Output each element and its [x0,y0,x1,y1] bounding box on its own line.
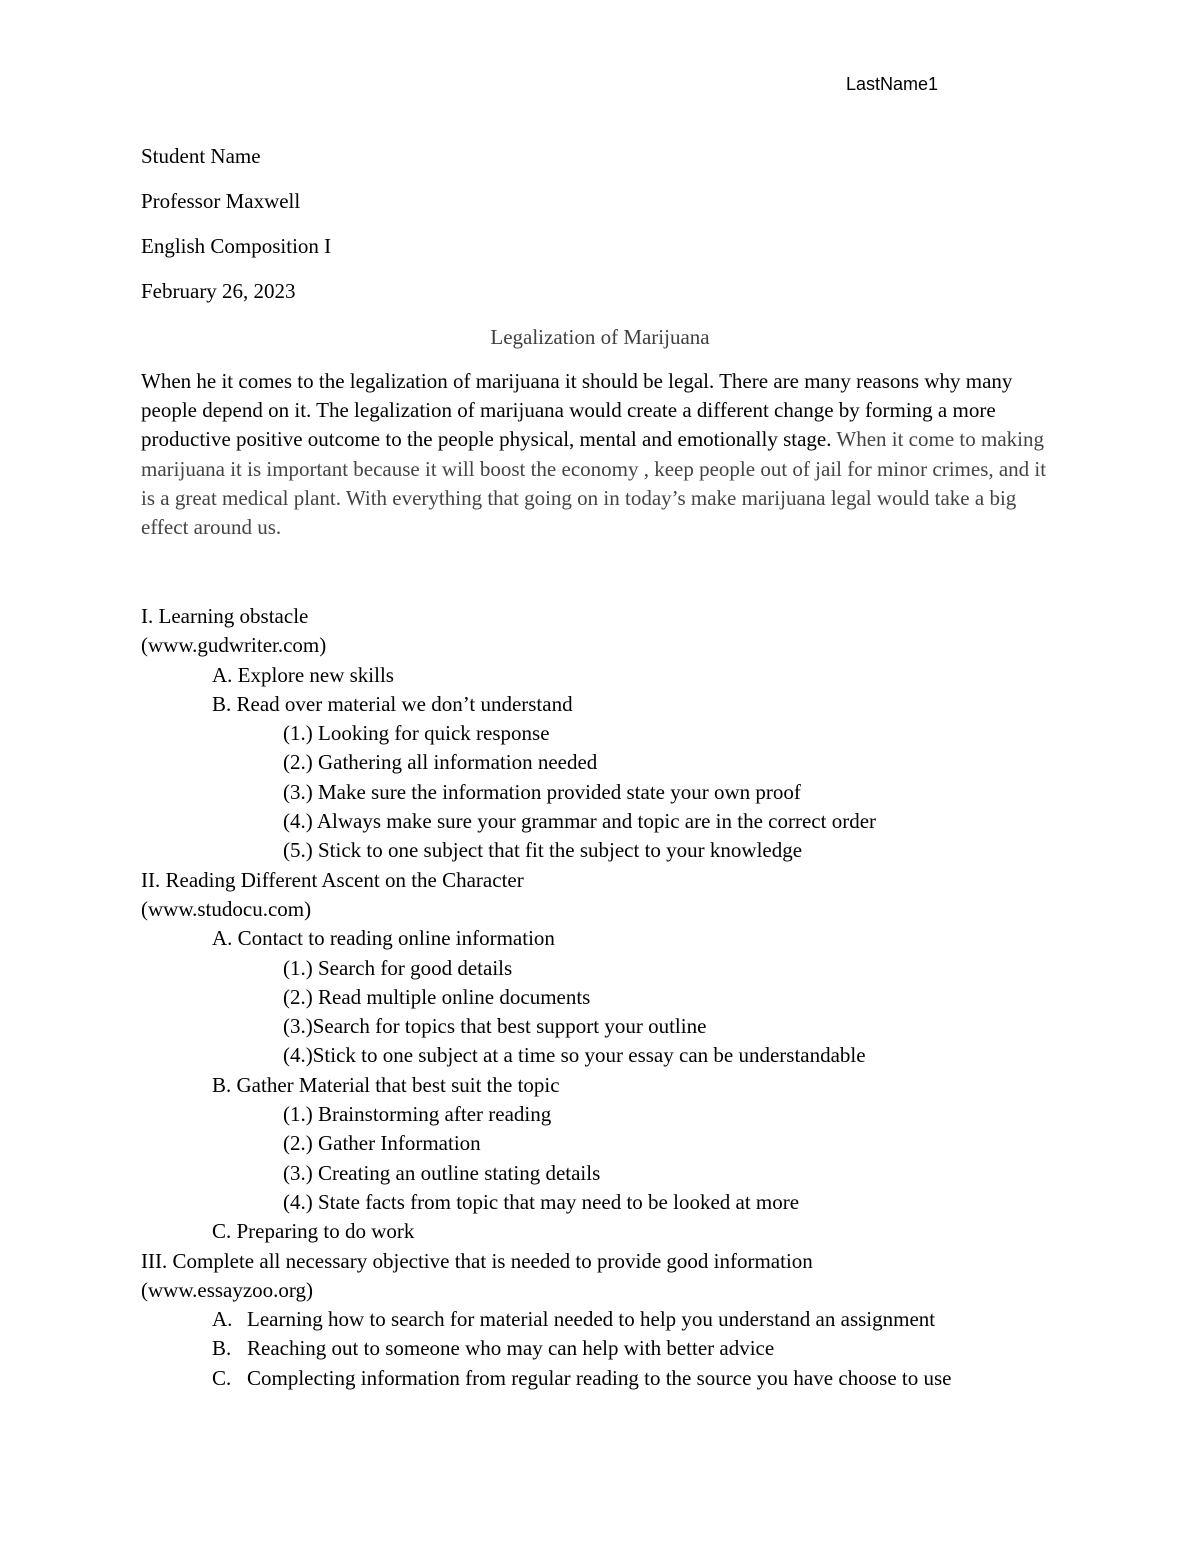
outline-item-2a: A. Contact to reading online information [212,926,555,951]
outline-source-3: (www.essayzoo.org) [141,1277,314,1302]
intro-text-part2: When it come to making marijuana it is important because it will boost the economy , keep people out of jail for minor crimes, and it is a great medical plant. With everything that going on in today’s make marijuana legal would take a big effect around us. [141,427,1047,540]
outline [141,602,1081,1393]
outline-subitem-1b-5: (5.) Stick to one subject that fit the subject to your knowledge [283,838,803,863]
outline-heading-2: II. Reading Different Ascent on the Character [141,867,524,892]
outline-source-2: (www.studocu.com) [141,896,312,921]
outline-subitem-1b-2: (2.) Gathering all information needed [283,750,598,775]
outline-item-3a [141,1305,1081,1334]
outline-item-3c [141,1364,1081,1393]
document-date: February 26, 2023 [141,279,296,303]
page-title: Legalization of Marijuana [490,325,710,349]
outline-text-3b: Reaching out to someone who may can help with better advice [247,1336,775,1361]
outline-heading-1: I. Learning obstacle [141,604,309,628]
outline-text-3c: Complecting information from regular reading to the source you have choose to use [247,1365,952,1390]
outline-source-1: (www.gudwriter.com) [141,633,327,658]
outline-marker-3c: C. [212,1365,232,1390]
outline-marker-3a: A. [212,1307,233,1332]
outline-subitem-2b-4: (4.) State facts from topic that may need to be looked at more [283,1189,800,1214]
intro-paragraph [141,367,1061,542]
outline-subitem-2a-3: (3.)Search for topics that best support your outline [283,1014,707,1039]
mla-heading [141,142,1061,322]
student-name: Student Name [141,144,261,168]
outline-item-2b: B. Gather Material that best suit the topic [212,1072,560,1097]
outline-heading-3: III. Complete all necessary objective that is needed to provide good information [141,1248,813,1273]
outline-subitem-2b-2: (2.) Gather Information [283,1131,481,1156]
outline-item-1a: A. Explore new skills [212,662,394,687]
professor-name: Professor Maxwell [141,189,301,213]
outline-item-1b: B. Read over material we don’t understand [212,691,573,716]
outline-text-3a: Learning how to search for material needed to help you understand an assignment [247,1307,936,1332]
outline-item-2c: C. Preparing to do work [212,1219,415,1244]
outline-marker-3b: B. [212,1336,232,1361]
outline-subitem-2a-1: (1.) Search for good details [283,955,513,980]
outline-subitem-2b-3: (3.) Creating an outline stating details [283,1160,601,1185]
outline-subitem-1b-4: (4.) Always make sure your grammar and topic are in the correct order [283,809,877,834]
outline-subitem-2a-4: (4.)Stick to one subject at a time so your essay can be understandable [283,1043,866,1068]
outline-subitem-2a-2: (2.) Read multiple online documents [283,984,591,1009]
course-name: English Composition I [141,234,332,258]
outline-subitem-1b-3: (3.) Make sure the information provided state your own proof [283,779,801,804]
outline-subitem-2b-1: (1.) Brainstorming after reading [283,1102,552,1127]
intro-text-part1: When he it comes to the legalization of marijuana it should be legal. There are many reasons why many people depend on it. The legalization of marijuana would create a different change by forming a more productive positive outcome to the people physical, mental and emotionally stage. [141,369,1013,452]
outline-subitem-1b-1: (1.) Looking for quick response [283,721,550,746]
outline-item-3b [141,1334,1081,1363]
running-head: LastName1 [846,74,939,94]
